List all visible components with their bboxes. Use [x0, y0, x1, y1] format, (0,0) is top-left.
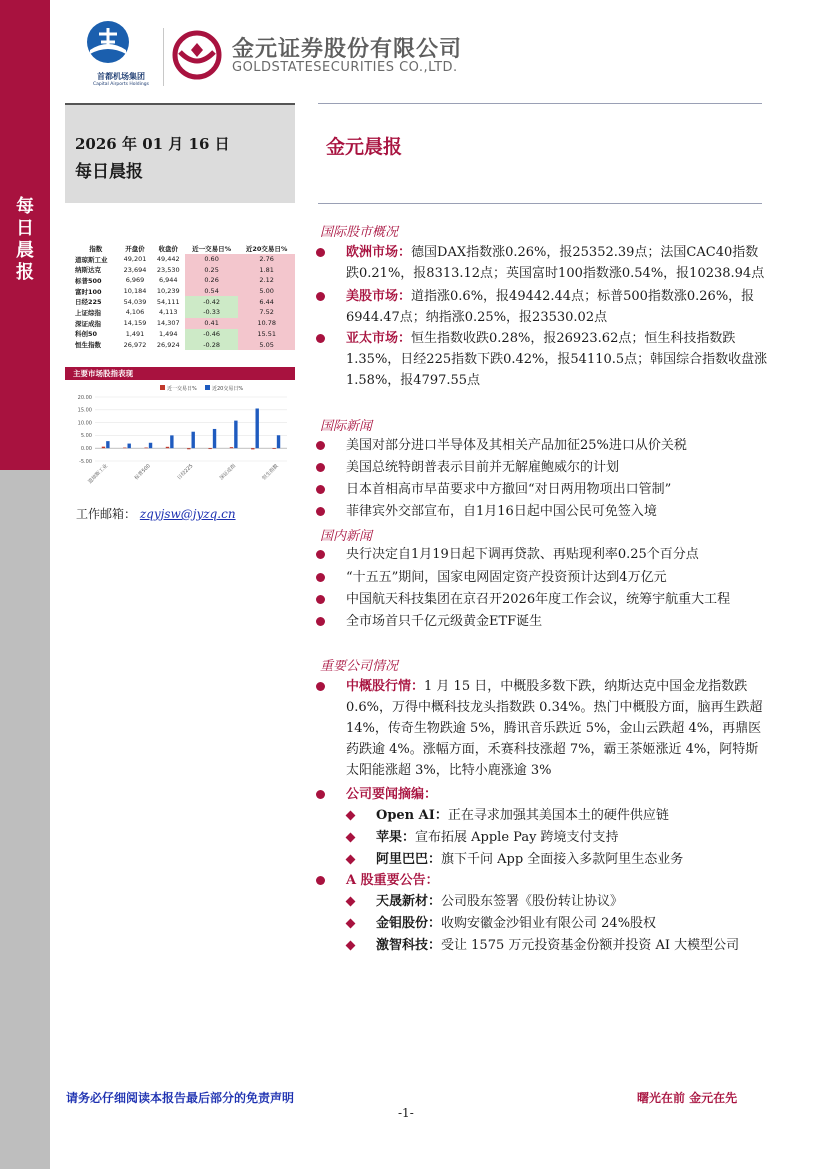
- close-cell: 10,239: [156, 287, 180, 296]
- change-20d-cell: 2.12: [238, 275, 295, 286]
- legend-label: 近20交易日%: [212, 386, 244, 392]
- item-text: 正在寻求加强其美国本土的硬件供应链: [447, 808, 669, 823]
- item-label: 激智科技：: [376, 938, 442, 953]
- close-cell: 23,530: [156, 265, 180, 274]
- bullet-icon: [316, 682, 325, 691]
- close-cell: 1,494: [158, 329, 178, 338]
- change-20d-cell: 15.51: [238, 329, 295, 340]
- bullet-icon: [316, 595, 325, 604]
- table-header-row: [73, 243, 295, 254]
- column-header: 指数: [89, 244, 103, 253]
- item-label: 中概股行情：: [346, 679, 425, 694]
- bullet-icon: [316, 573, 325, 582]
- list-item: [316, 544, 771, 565]
- change-1d-cell: 0.25: [185, 264, 238, 275]
- bar-day: [251, 448, 254, 449]
- sub-list-item: [347, 891, 777, 912]
- list-item: [316, 435, 771, 456]
- table-row: [73, 307, 295, 318]
- x-tick-label: 标普500: [133, 463, 152, 482]
- item-label: Open AI：: [376, 808, 448, 823]
- company-name-en: GOLDSTATESECURITIES CO.,LTD.: [232, 60, 458, 75]
- change-1d-cell: 0.60: [185, 254, 238, 265]
- table-row: [73, 329, 295, 340]
- goldstate-emblem-icon: [172, 30, 222, 80]
- list-item: [316, 589, 771, 610]
- section-heading: 国际股市概况: [320, 225, 399, 240]
- item-label: 金钼股份：: [376, 916, 442, 931]
- sub-list-item: [347, 849, 777, 870]
- change-1d-cell: -0.28: [185, 339, 238, 350]
- item-text: “十五五”期间，国家电网固定资产投资预计达到4万亿元: [346, 570, 667, 585]
- change-20d-cell: 1.81: [238, 264, 295, 275]
- list-item: [316, 457, 771, 478]
- bar-month: [170, 435, 173, 448]
- change-20d-cell: 5.00: [238, 286, 295, 297]
- item-label: 公司要闻摘编：: [346, 787, 438, 802]
- sub-list-item: [347, 913, 777, 934]
- table-row: [73, 264, 295, 275]
- bullet-icon: [316, 485, 325, 494]
- table-row: [73, 254, 295, 265]
- bullet-icon: [316, 334, 325, 343]
- legend-swatch: [160, 385, 165, 390]
- item-text: 菲律宾外交部宣布，自1月16日起中国公民可免签入境: [346, 504, 657, 519]
- slogan: 曙光在前 金元在先: [637, 1091, 738, 1105]
- column-header: 近20交易日%: [245, 244, 288, 253]
- open-cell: 49,201: [123, 255, 147, 264]
- legend-label: 近一交易日%: [167, 386, 197, 392]
- item-text: 美国总统特朗普表示目前并无解雇鲍威尔的计划: [346, 460, 620, 475]
- date-box: [65, 103, 295, 203]
- change-1d-cell: 0.26: [185, 275, 238, 286]
- item-label: A 股重要公告：: [346, 873, 439, 888]
- item-text: 1 月 15 日，中概股多数下跌，纳斯达克中国金龙指数跌 0.6%，万得中概科技龙头指数跌 0.34%。热门中概股方面，脑再生跌超 14%，传奇生物跌逾 5%，腾讯音乐跌近 5%，金山云跌超 4%，再鼎医药跌逾 4%。涨幅方面，禾赛科技涨超 7%，霸王茶姬涨近 4%，阿特斯太阳能涨超 3%，比特小鹿涨逾 3%: [346, 679, 763, 778]
- logo-divider: [163, 28, 164, 86]
- header-rule-top: [318, 103, 762, 104]
- report-kind: 每日晨报: [75, 162, 143, 182]
- close-cell: 6,944: [158, 276, 178, 285]
- y-tick-label: 10.00: [77, 420, 92, 427]
- list-item: [316, 242, 771, 284]
- market-table: [73, 243, 295, 350]
- item-text: 道指涨0.6%，报49442.44点；标普500指数涨0.26%，报6944.47点；纳指涨0.25%，报23530.02点: [346, 289, 755, 325]
- close-cell: 4,113: [158, 308, 178, 317]
- index-name-cell: 恒生指数: [75, 341, 101, 350]
- item-text: 中国航天科技集团在京召开2026年度工作会议，统筹宇航重大工程: [346, 592, 731, 607]
- bullet-icon: [316, 876, 325, 885]
- index-name-cell: 标普500: [75, 276, 102, 285]
- list-item: [316, 870, 771, 891]
- x-tick-label: 道琼斯工业: [87, 463, 110, 486]
- list-item: [316, 784, 771, 805]
- index-name-cell: 上证综指: [75, 308, 101, 317]
- y-tick-label: 0.00: [80, 446, 92, 452]
- bullet-icon: [316, 790, 325, 799]
- header-rule-bottom: [318, 203, 762, 204]
- bar-month: [234, 421, 237, 449]
- bar-month: [128, 444, 131, 449]
- airport-name-en: Capital Airports Holdings: [93, 82, 149, 87]
- item-text: 公司股东签署《股份转让协议》: [441, 894, 624, 909]
- change-1d-cell: 0.41: [185, 318, 238, 329]
- list-item: [316, 676, 771, 781]
- section-heading: 国内新闻: [320, 529, 373, 544]
- disclaimer-link[interactable]: 请务必仔细阅读本报告最后部分的免责声明: [66, 1091, 295, 1105]
- item-text: 宣布拓展 Apple Pay 跨境支付支持: [415, 830, 619, 845]
- column-header: 近一交易日%: [192, 244, 232, 253]
- item-text: 央行决定自1月19日起下调再贷款、再贴现利率0.25个百分点: [346, 547, 699, 562]
- open-cell: 14,159: [123, 319, 147, 328]
- x-tick-label: 恒生指数: [261, 463, 280, 482]
- change-20d-cell: 7.52: [238, 307, 295, 318]
- index-name-cell: 日经225: [75, 298, 102, 307]
- bullet-icon: [316, 507, 325, 516]
- item-label: 美股市场：: [346, 289, 412, 304]
- index-name-cell: 纳斯达克: [75, 266, 101, 275]
- list-item: [316, 479, 771, 500]
- open-cell: 23,694: [123, 265, 147, 274]
- y-tick-label: 15.00: [77, 407, 92, 414]
- item-label: 苹果：: [376, 830, 416, 845]
- change-20d-cell: 5.05: [238, 339, 295, 350]
- x-tick-label: 日经225: [176, 463, 195, 482]
- airport-emblem-icon: [86, 20, 130, 64]
- page-number: -1-: [398, 1106, 414, 1120]
- open-cell: 54,039: [123, 297, 147, 306]
- item-text: 受让 1575 万元投资基金份额并投资 AI 大模型公司: [441, 938, 740, 953]
- table-row: [73, 275, 295, 286]
- close-cell: 54,111: [156, 297, 180, 306]
- open-cell: 26,972: [123, 340, 147, 349]
- table-row: [73, 296, 295, 307]
- bar-month: [277, 435, 280, 448]
- bullet-icon: [316, 292, 325, 301]
- section-heading: 重要公司情况: [320, 659, 399, 674]
- change-1d-cell: -0.42: [185, 296, 238, 307]
- item-label: 亚太市场：: [346, 331, 412, 346]
- change-20d-cell: 2.76: [238, 254, 295, 265]
- column-header: 开盘价: [125, 244, 145, 253]
- bar-month: [213, 429, 216, 448]
- open-cell: 4,106: [125, 308, 145, 317]
- sub-list-item: [347, 935, 777, 956]
- index-name-cell: 科创50: [75, 330, 98, 339]
- y-tick-label: -5.00: [79, 458, 92, 465]
- open-cell: 10,184: [123, 287, 147, 296]
- list-item: [316, 611, 771, 632]
- close-cell: 49,442: [156, 255, 180, 264]
- item-text: 日本首相高市早苗要求中方撤回“对日两用物项出口管制”: [346, 482, 672, 497]
- bar-day: [123, 448, 126, 449]
- side-label: 每日晨报: [16, 196, 34, 283]
- bar-day: [187, 448, 190, 449]
- index-name-cell: 深证成指: [75, 319, 101, 328]
- bullet-icon: [316, 248, 325, 257]
- list-item: [316, 567, 771, 588]
- bullet-icon: [316, 550, 325, 559]
- item-text: 旗下千问 App 全面接入多款阿里生态业务: [441, 852, 684, 867]
- change-1d-cell: -0.33: [185, 307, 238, 318]
- table-row: [73, 318, 295, 329]
- column-header: 收盘价: [158, 244, 178, 253]
- y-tick-label: 20.00: [77, 394, 92, 401]
- y-tick-label: 5.00: [80, 433, 92, 440]
- item-label: 欧洲市场：: [346, 245, 412, 260]
- close-cell: 14,307: [156, 319, 180, 328]
- list-item: [316, 501, 771, 522]
- list-item: [316, 286, 771, 328]
- open-cell: 1,491: [125, 329, 145, 338]
- change-1d-cell: 0.54: [185, 286, 238, 297]
- section-heading: 国际新闻: [320, 419, 373, 434]
- airport-name: 首都机场集团: [97, 72, 145, 81]
- change-1d-cell: -0.46: [185, 329, 238, 340]
- company-name-cn: 金元证券股份有限公司: [232, 37, 463, 62]
- bullet-icon: [316, 463, 325, 472]
- item-text: 恒生指数收跌0.28%，报26923.62点；恒生科技指数跌1.35%，日经225指数下跌0.42%，报54110.5点；韩国综合指数收盘涨1.58%，报4797.55点: [346, 331, 768, 388]
- x-tick-label: 深证成指: [218, 463, 238, 482]
- bar-month: [149, 443, 152, 448]
- email-link[interactable]: zqyjsw@jyzq.cn: [139, 507, 236, 521]
- airport-logo: [86, 20, 156, 87]
- bullet-icon: [316, 617, 325, 626]
- index-name-cell: 富时100: [75, 287, 102, 296]
- sub-list-item: [347, 805, 777, 826]
- table-row: [73, 339, 295, 350]
- bar-month: [106, 441, 109, 448]
- close-cell: 26,924: [156, 340, 180, 349]
- list-item: [316, 328, 771, 391]
- item-text: 全市场首只千亿元级黄金ETF诞生: [346, 614, 543, 629]
- report-title: 金元晨报: [326, 136, 403, 158]
- chart-title: 主要市场股指表现: [65, 367, 295, 380]
- item-text: 德国DAX指数涨0.26%，报25352.39点；法国CAC40指数跌0.21%，报8313.12点；英国富时100指数涨0.54%，报10238.94点: [346, 245, 765, 281]
- bullet-icon: [316, 441, 325, 450]
- market-chart: [65, 381, 295, 499]
- bar-day: [230, 447, 233, 448]
- sub-list-item: [347, 827, 777, 848]
- item-text: 美国对部分进口半导体及其相关产品加征25%进口从价关税: [346, 438, 687, 453]
- bar-month: [192, 432, 195, 448]
- bar-day: [144, 448, 147, 449]
- bar-month: [256, 408, 259, 448]
- legend-swatch: [205, 385, 210, 390]
- bar-day: [166, 447, 169, 448]
- bar-day: [272, 448, 275, 449]
- open-cell: 6,969: [125, 276, 145, 285]
- item-label: 阿里巴巴：: [376, 852, 442, 867]
- contact-email: [76, 505, 236, 522]
- item-text: 收购安徽金沙钼业有限公司 24%股权: [441, 916, 657, 931]
- table-row: [73, 286, 295, 297]
- change-20d-cell: 6.44: [238, 296, 295, 307]
- change-20d-cell: 10.78: [238, 318, 295, 329]
- report-date: 2026 年 01 月 16 日: [75, 135, 230, 153]
- bar-day: [208, 448, 211, 449]
- item-label: 天晟新材：: [376, 894, 442, 909]
- index-name-cell: 道琼斯工业: [75, 255, 108, 264]
- email-label: 工作邮箱：: [76, 507, 137, 521]
- bar-day: [102, 447, 105, 449]
